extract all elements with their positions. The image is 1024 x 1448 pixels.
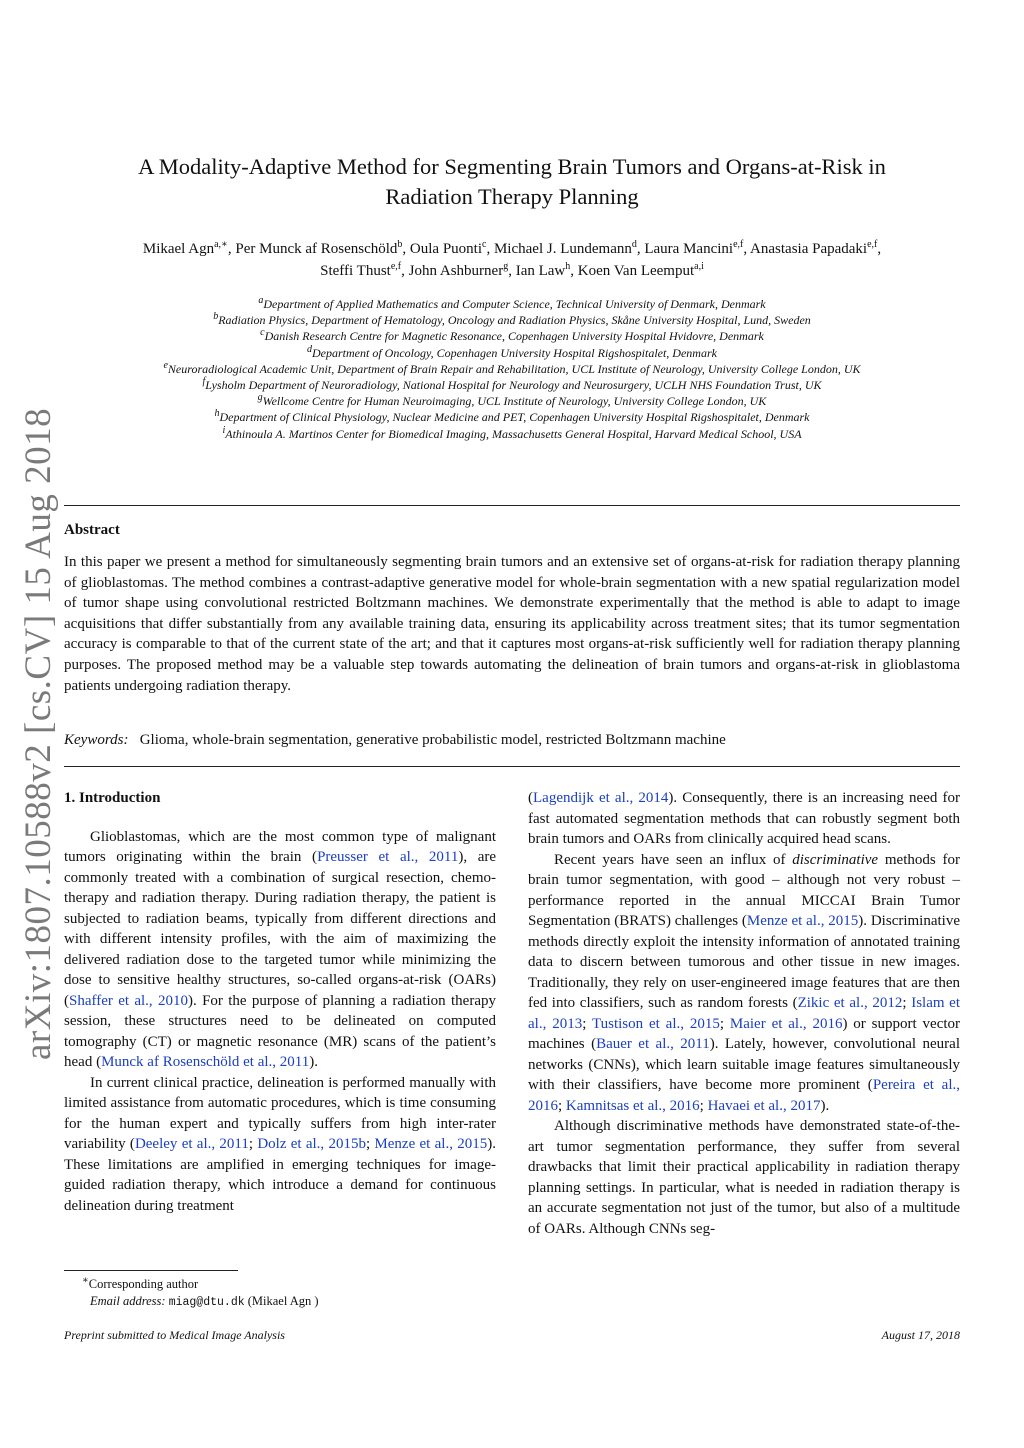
- affiliation-text: Department of Clinical Physiology, Nuclear Medicine and PET, Copenhagen University Hospital Rigshospitalet, Denmark: [219, 410, 810, 425]
- paragraph-text: ). These limitations are amplified in emerging techniques for image-guided radiation therapy, which introduce a demand for continuous delineation during treatment: [64, 1136, 496, 1214]
- paragraph-text: In current clinical practice, delineation is performed manually with limited assistance from automatic procedures, which is time consuming for the human expert and typically suffers from high inter-rater variability (: [64, 1074, 496, 1152]
- citation-link[interactable]: Kamnitsas et al., 2016: [565, 1097, 700, 1114]
- affiliation-list: [64, 296, 960, 442]
- paragraph-text: Recent years have seen an influx of: [554, 851, 793, 868]
- affiliation: [64, 345, 960, 361]
- body-paragraph: [528, 788, 960, 850]
- affiliation-marker: h: [214, 408, 220, 420]
- column-left: [64, 788, 496, 1216]
- affiliation-text: Radiation Physics, Department of Hematology, Oncology and Radiation Physics, Skåne University Hospital, Lund, Sweden: [218, 313, 811, 328]
- emphasized-text: discriminative: [792, 851, 879, 868]
- title-line-1: A Modality-Adaptive Method for Segmenting Brain Tumors and Organs-at-Risk in: [138, 154, 886, 179]
- affiliation-text: Department of Applied Mathematics and Computer Science, Technical University of Denmark, Denmark: [263, 297, 766, 311]
- author-separator: ,: [508, 263, 516, 279]
- author-separator: ,: [402, 241, 410, 257]
- abstract-heading: Abstract: [64, 522, 120, 538]
- affiliation: [64, 426, 960, 442]
- citation-link[interactable]: Shaffer et al., 2010: [69, 992, 189, 1009]
- section-heading: 1. Introduction: [64, 790, 161, 806]
- affiliation-text: Danish Research Centre for Magnetic Resonance, Copenhagen University Hospital Hvidovre, Denmark: [264, 329, 764, 344]
- affiliation-text: Department of Oncology, Copenhagen University Hospital Rigshospitalet, Denmark: [312, 345, 717, 360]
- author-affiliation-marker: a,i: [694, 261, 704, 272]
- affiliation: [64, 296, 960, 312]
- keywords-label: Keywords:: [64, 732, 129, 748]
- footnote-rule: [64, 1270, 238, 1271]
- author: Ian Law: [515, 263, 566, 279]
- paragraph-text: ) or support vector machines (: [528, 1015, 961, 1052]
- affiliation: [64, 393, 960, 409]
- author-separator: ,: [877, 241, 882, 257]
- paragraph-text: ;: [699, 1097, 708, 1114]
- paragraph-text: Although discriminative methods have demonstrated state-of-the-art tumor segmentation performance, they suffer from several drawbacks that limit their practical applicability in radiation therapy planning settings. In particular, what is needed in radiation therapy is an accurate segmentation not just of the tumor, but also of a multitude of OARs. Although CNNs seg-: [528, 1118, 960, 1237]
- paragraph-text: ;: [582, 1015, 592, 1032]
- citation-link[interactable]: Tustison et al., 2015: [591, 1015, 720, 1032]
- citation-link[interactable]: Bauer et al., 2011: [596, 1036, 710, 1052]
- author-affiliation-marker: c: [482, 239, 487, 250]
- paragraph-text: ;: [719, 1015, 730, 1032]
- citation-link[interactable]: Menze et al., 2015: [746, 913, 859, 929]
- paragraph-text: ). Discriminative methods directly exploit the intensity information of annotated training data to discern between tumorous and other tissue in new images. Traditionally, they rely on user-engineered image features that are then fed into classifiers, such as random forests (: [528, 913, 960, 1011]
- title-line-2: Radiation Therapy Planning: [385, 184, 639, 209]
- citation-link[interactable]: Menze et al., 2015: [374, 1136, 488, 1152]
- citation-link[interactable]: Dolz et al., 2015b: [257, 1136, 366, 1152]
- divider-bottom: [64, 766, 960, 767]
- body-paragraph: [528, 1116, 960, 1239]
- author: John Ashburner: [408, 263, 504, 279]
- paragraph-text: (: [528, 790, 533, 806]
- footnote-marker: ∗: [82, 1274, 89, 1286]
- affiliation: [64, 361, 960, 377]
- author: Per Munck af Rosenschöld: [235, 241, 398, 257]
- author-affiliation-marker: d: [631, 239, 637, 250]
- author-separator: ,: [570, 263, 578, 279]
- affiliation-text: Neuroradiological Academic Unit, Department of Brain Repair and Rehabilitation, UCL Institute of Neurology, University College London, UK: [167, 361, 861, 376]
- footer-journal: Preprint submitted to Medical Image Analysis: [64, 1328, 285, 1342]
- affiliation: [64, 409, 960, 425]
- author: Laura Mancini: [644, 241, 734, 257]
- citation-link[interactable]: Lagendijk et al., 2014: [533, 790, 669, 806]
- author-affiliation-marker: e,f: [733, 239, 744, 250]
- affiliation-text: Athinoula A. Martinos Center for Biomedical Imaging, Massachusetts General Hospital, Harvard Medical School, USA: [225, 426, 802, 441]
- paragraph-text: ), are commonly treated with a combination of surgical resection, chemo-therapy and radiation therapy. During radiation therapy, the patient is subjected to radiation beams, typically from different directions and with different intensity profiles, with the aim of maximizing the delivered radiation dose to the targeted tumor while minimizing the dose to sensitive healthy structures, so-called organs-at-risk (OARs) (: [64, 849, 497, 1009]
- author-separator: ,: [636, 241, 645, 257]
- body-paragraph: [64, 827, 496, 1073]
- citation-link[interactable]: Pereira et al., 2016: [528, 1077, 961, 1114]
- affiliation-marker: a: [258, 295, 264, 306]
- keywords: [64, 730, 960, 750]
- author-separator: ,: [743, 241, 751, 257]
- citation-link[interactable]: Deeley et al., 2011: [134, 1136, 249, 1152]
- author: Anastasia Papadaki: [750, 241, 868, 257]
- author: Mikael Agn: [142, 241, 215, 257]
- author-affiliation-marker: e,f: [390, 261, 402, 272]
- paragraph-text: ). Consequently, there is an increasing need for fast automated segmentation methods that can robustly segment both brain tumors and OARs from clinically acquired head scans.: [528, 790, 960, 847]
- keywords-text: Glioma, whole-brain segmentation, generative probabilistic model, restricted Boltzmann machine: [139, 732, 726, 748]
- affiliation-marker: b: [213, 311, 219, 323]
- affiliation: [64, 377, 960, 393]
- author: Michael J. Lundemann: [493, 241, 632, 257]
- author-affiliation-marker: h: [565, 261, 571, 272]
- abstract-text: In this paper we present a method for simultaneously segmenting brain tumors and an extensive set of organs-at-risk for radiation therapy planning of glioblastomas. The method combines a contrast-adaptive generative model for whole-brain segmentation with a new spatial regularization model of tumor shape using convolutional restricted Boltzmann machines. We demonstrate experimentally that the method is able to adapt to image acquisitions that differ substantially from any available training data, ensuring its applicability across treatment sites; that its tumor segmentation accuracy is comparable to that of the current state of the art; and that it captures most organs-at-risk sufficiently well for radiation therapy planning purposes. The proposed method may be a valuable step towards automating the delineation of brain tumors and organs-at-risk in glioblastoma patients undergoing radiation therapy.: [64, 554, 960, 694]
- author: Oula Puonti: [409, 241, 483, 257]
- author-affiliation-marker: a,∗: [214, 239, 228, 250]
- column-right: [528, 788, 960, 1239]
- citation-link[interactable]: Munck af Rosenschöld et al., 2011: [101, 1054, 310, 1070]
- paragraph-text: ).: [309, 1054, 318, 1070]
- affiliation-marker: g: [257, 392, 263, 404]
- citation-link[interactable]: Islam et al., 2013: [528, 995, 961, 1032]
- paragraph-text: ).: [820, 1097, 830, 1114]
- author-list: [64, 238, 960, 282]
- footnote-email-label: Email address:: [90, 1294, 166, 1308]
- paragraph-text: ;: [902, 995, 912, 1011]
- affiliation-text: Lysholm Department of Neuroradiology, National Hospital for Neurology and Neurosurgery, UCLH NHS Foundation Trust, UK: [205, 378, 822, 393]
- author-affiliation-marker: e,f: [867, 239, 878, 250]
- author: Steffi Thust: [320, 263, 391, 279]
- citation-link[interactable]: Havaei et al., 2017: [707, 1097, 821, 1114]
- divider-top: [64, 505, 960, 506]
- paragraph-text: ;: [248, 1136, 258, 1152]
- affiliation-marker: f: [202, 376, 206, 388]
- author-separator: ,: [486, 241, 494, 257]
- affiliation-text: Wellcome Centre for Human Neuroimaging, UCL Institute of Neurology, University College London, UK: [262, 394, 767, 409]
- email-link[interactable]: miag@dtu.dk: [168, 1296, 245, 1309]
- author-separator: ,: [401, 263, 409, 279]
- footnote-email-owner: (Mikael Agn ): [247, 1294, 319, 1308]
- author-affiliation-marker: b: [397, 239, 403, 250]
- citation-link[interactable]: Zikic et al., 2012: [797, 995, 903, 1011]
- paragraph-text: ). For the purpose of planning a radiation therapy session, these structures need to be delineated on computed tomography (CT) or magnetic resonance (MR) scans of the patient’s head (: [64, 992, 496, 1070]
- affiliation: [64, 328, 960, 344]
- paragraph-text: ;: [558, 1097, 566, 1114]
- citation-link[interactable]: Maier et al., 2016: [729, 1015, 843, 1032]
- paragraph-text: ;: [365, 1136, 375, 1152]
- author: Koen Van Leemput: [577, 263, 695, 279]
- footnote-corresponding: Corresponding author: [88, 1277, 199, 1291]
- affiliation-marker: d: [307, 343, 313, 355]
- arxiv-stamp: arXiv:1807.10588v2 [cs.CV] 15 Aug 2018: [18, 407, 59, 1060]
- paper-title: [64, 152, 960, 212]
- author-affiliation-marker: g: [503, 261, 509, 272]
- paragraph-text: Glioblastomas, which are the most common type of malignant tumors originating within the brain (: [64, 828, 496, 865]
- body-paragraph: [528, 850, 960, 1117]
- footnote: [64, 1276, 496, 1311]
- affiliation: [64, 312, 960, 328]
- author-separator: ,: [227, 241, 236, 257]
- paragraph-text: ). Lately, however, convolutional neural networks (CNNs), which learn suitable image features simultaneously with their classifiers, have become more prominent (: [528, 1036, 960, 1093]
- paragraph-text: methods for brain tumor segmentation, with good – although not very robust – performance reported in the annual MICCAI Brain Tumor Segmentation (BRATS) challenges (: [528, 851, 960, 929]
- body-paragraph: [64, 1073, 496, 1217]
- footer-date: August 17, 2018: [881, 1328, 960, 1342]
- affiliation-marker: i: [222, 424, 226, 436]
- affiliation-marker: e: [163, 359, 168, 371]
- affiliation-marker: c: [260, 327, 265, 339]
- citation-link[interactable]: Preusser et al., 2011: [317, 849, 459, 865]
